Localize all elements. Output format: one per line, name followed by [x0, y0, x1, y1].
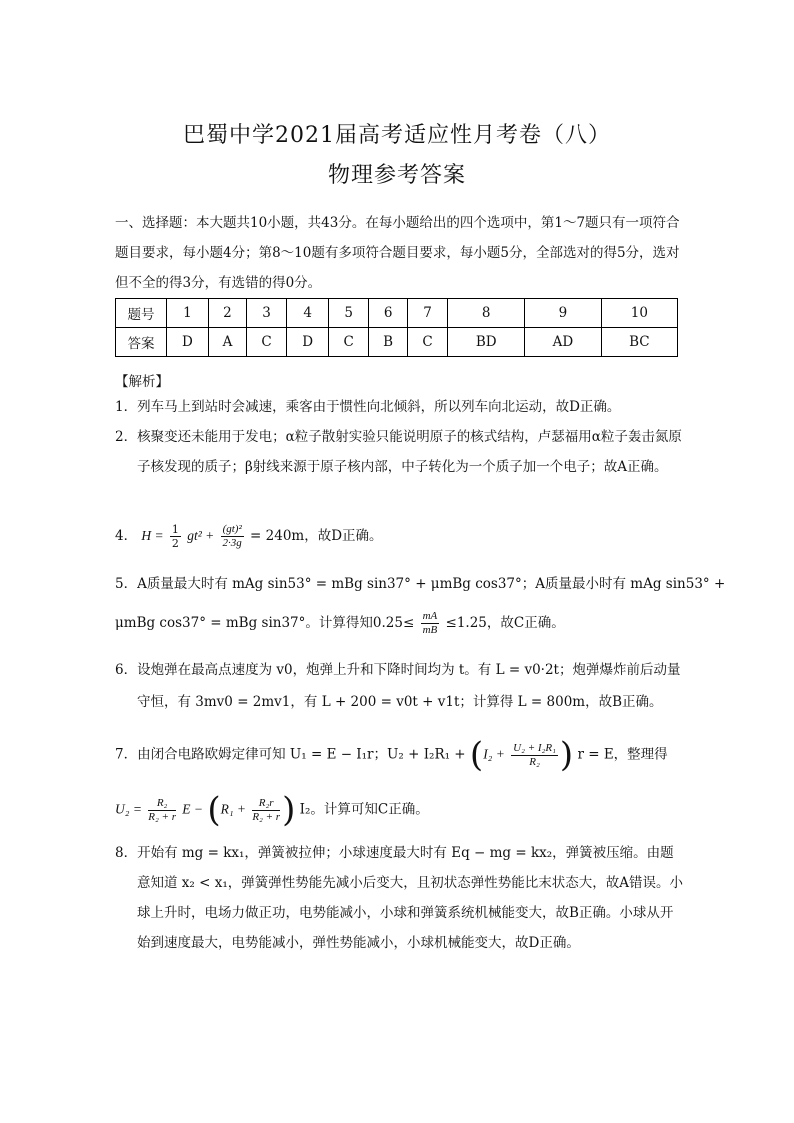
table-row	[116, 328, 678, 357]
frac-den: R₂	[529, 755, 540, 768]
question-5-line1: 5．A质量最大时有 mAg sin53° = mBg sin37° + μmBg cos37°；A质量最小时有 mAg sin53° +	[115, 576, 726, 592]
q4-half-frac	[170, 523, 181, 550]
table-cell: 10	[601, 299, 677, 328]
table-cell: 7	[407, 299, 447, 328]
q5-text-a: μmBg cos37° = mBg sin37°。计算得知0.25≤	[115, 615, 415, 631]
frac-den: R₂ + r	[148, 810, 176, 823]
frac-den: R₂ + r	[252, 810, 281, 823]
question-5-line2	[115, 610, 565, 637]
q7-frac3	[252, 797, 280, 824]
table-cell: 3	[247, 299, 287, 328]
question-6-line2: 守恒，有 3mv0 = 2mv1，有 L + 200 = v0t + v1t；计算得 L = 800m，故B正确。	[137, 694, 663, 710]
answer-table	[115, 298, 678, 357]
paren-close: )	[282, 790, 296, 830]
table-cell: 1	[167, 299, 209, 328]
table-cell: 2	[208, 299, 246, 328]
q4-eq-h: H =	[141, 528, 164, 543]
paren-close: )	[559, 735, 574, 775]
q4-number: 4．	[115, 528, 138, 544]
table-cell: C	[247, 328, 287, 357]
frac-num: R₂	[148, 797, 176, 811]
row-label: 答案	[116, 328, 167, 357]
table-cell: 9	[525, 299, 601, 328]
table-cell: AD	[525, 328, 601, 357]
q7-u2: U₂ =	[115, 801, 142, 817]
q7-text-b: r = E，整理得	[577, 746, 668, 763]
table-cell: D	[287, 328, 329, 357]
question-6-line1: 6．设炮弹在最高点速度为 v0，炮弹上升和下降时间均为 t。有 L = v0·2t；炮弹爆炸前后动量	[115, 662, 681, 678]
q7-r1: R₁ +	[220, 801, 247, 817]
table-cell: A	[208, 328, 246, 357]
frac-num: mA	[422, 610, 438, 622]
question-1: 1．列车马上到站时会减速，乘客由于惯性向北倾斜，所以列车向北运动，故D正确。	[115, 399, 621, 415]
table-cell: 4	[287, 299, 329, 328]
frac-den: mB	[422, 624, 438, 636]
q5-mass-ratio	[421, 610, 440, 637]
page-title: 巴蜀中学2021届高考适应性月考卷（八）	[183, 123, 611, 148]
frac-num: 1	[171, 523, 179, 536]
question-8: 8．开始有 mg = kx₁，弹簧被拉伸；小球速度最大时有 Eq − mg = kx₂，弹簧被压缩。由题意知道 x₂ < x₁，弹簧弹性势能先减小后变大，且初状态弹性势能比末状态大，故A错误。小球上升时，电场力做正功，电势能减小，小球和弹簧系统机械能变大，故B正确。小球从开始到速度最大，电势能减小，弹性势能减小，小球机械能变大，故D正确。	[115, 845, 683, 951]
table-cell: BC	[601, 328, 677, 357]
frac-num: U₂ + I₂R₁	[513, 741, 556, 754]
table-cell: B	[369, 328, 408, 357]
question-7-line2	[115, 790, 429, 830]
question-2: 2．核聚变还未能用于发电；α粒子散射实验只能说明原子的核式结构，卢瑟福用α粒子轰击氮原子核发现的质子；β射线来源于原子核内部，中子转化为一个质子加一个电子；故A正确。	[115, 429, 682, 475]
q7-e-minus: E −	[182, 801, 204, 817]
table-cell: 5	[329, 299, 369, 328]
table-cell: D	[167, 328, 209, 357]
paren-open: (	[207, 790, 221, 830]
q7-text-c: I₂。计算可知C正确。	[299, 801, 429, 818]
q5-text-b: ≤1.25，故C正确。	[445, 615, 565, 631]
table-cell: C	[329, 328, 369, 357]
paren-open: (	[469, 735, 484, 775]
table-cell: 6	[369, 299, 408, 328]
table-cell: BD	[448, 328, 525, 357]
row-label: 题号	[116, 299, 167, 328]
q4-frac2	[221, 523, 244, 550]
q7-i2: I₂ +	[483, 746, 505, 762]
q7-frac1	[511, 742, 558, 769]
question-4	[115, 523, 383, 550]
table-cell: C	[407, 328, 447, 357]
table-cell: 8	[448, 299, 525, 328]
question-7-line1	[115, 735, 668, 775]
frac-num: (gt)²	[222, 523, 242, 535]
page-subtitle: 物理参考答案	[327, 163, 466, 188]
analysis-label: 【解析】	[115, 374, 169, 390]
section-head: 一、选择题：本大题共10小题，共43分。在每小题给出的四个选项中，第1～7题只有一项符合题目要求，每小题4分；第8～10题有多项符合题目要求，每小题5分，全部选对的得5分，选对但不全的得3分，有选错的得0分。	[115, 215, 680, 291]
q4-result: = 240m，故D正确。	[250, 528, 383, 544]
q4-gt2: gt² +	[187, 528, 215, 543]
frac-den: 2·3g	[222, 537, 242, 549]
q7-frac2	[148, 797, 176, 824]
frac-num: R₂r	[252, 797, 280, 811]
frac-den: 2	[171, 537, 179, 550]
table-row	[116, 299, 678, 328]
q7-text-a: 7．由闭合电路欧姆定律可知 U₁ = E − I₁r；U₂ + I₂R₁ +	[115, 746, 466, 763]
